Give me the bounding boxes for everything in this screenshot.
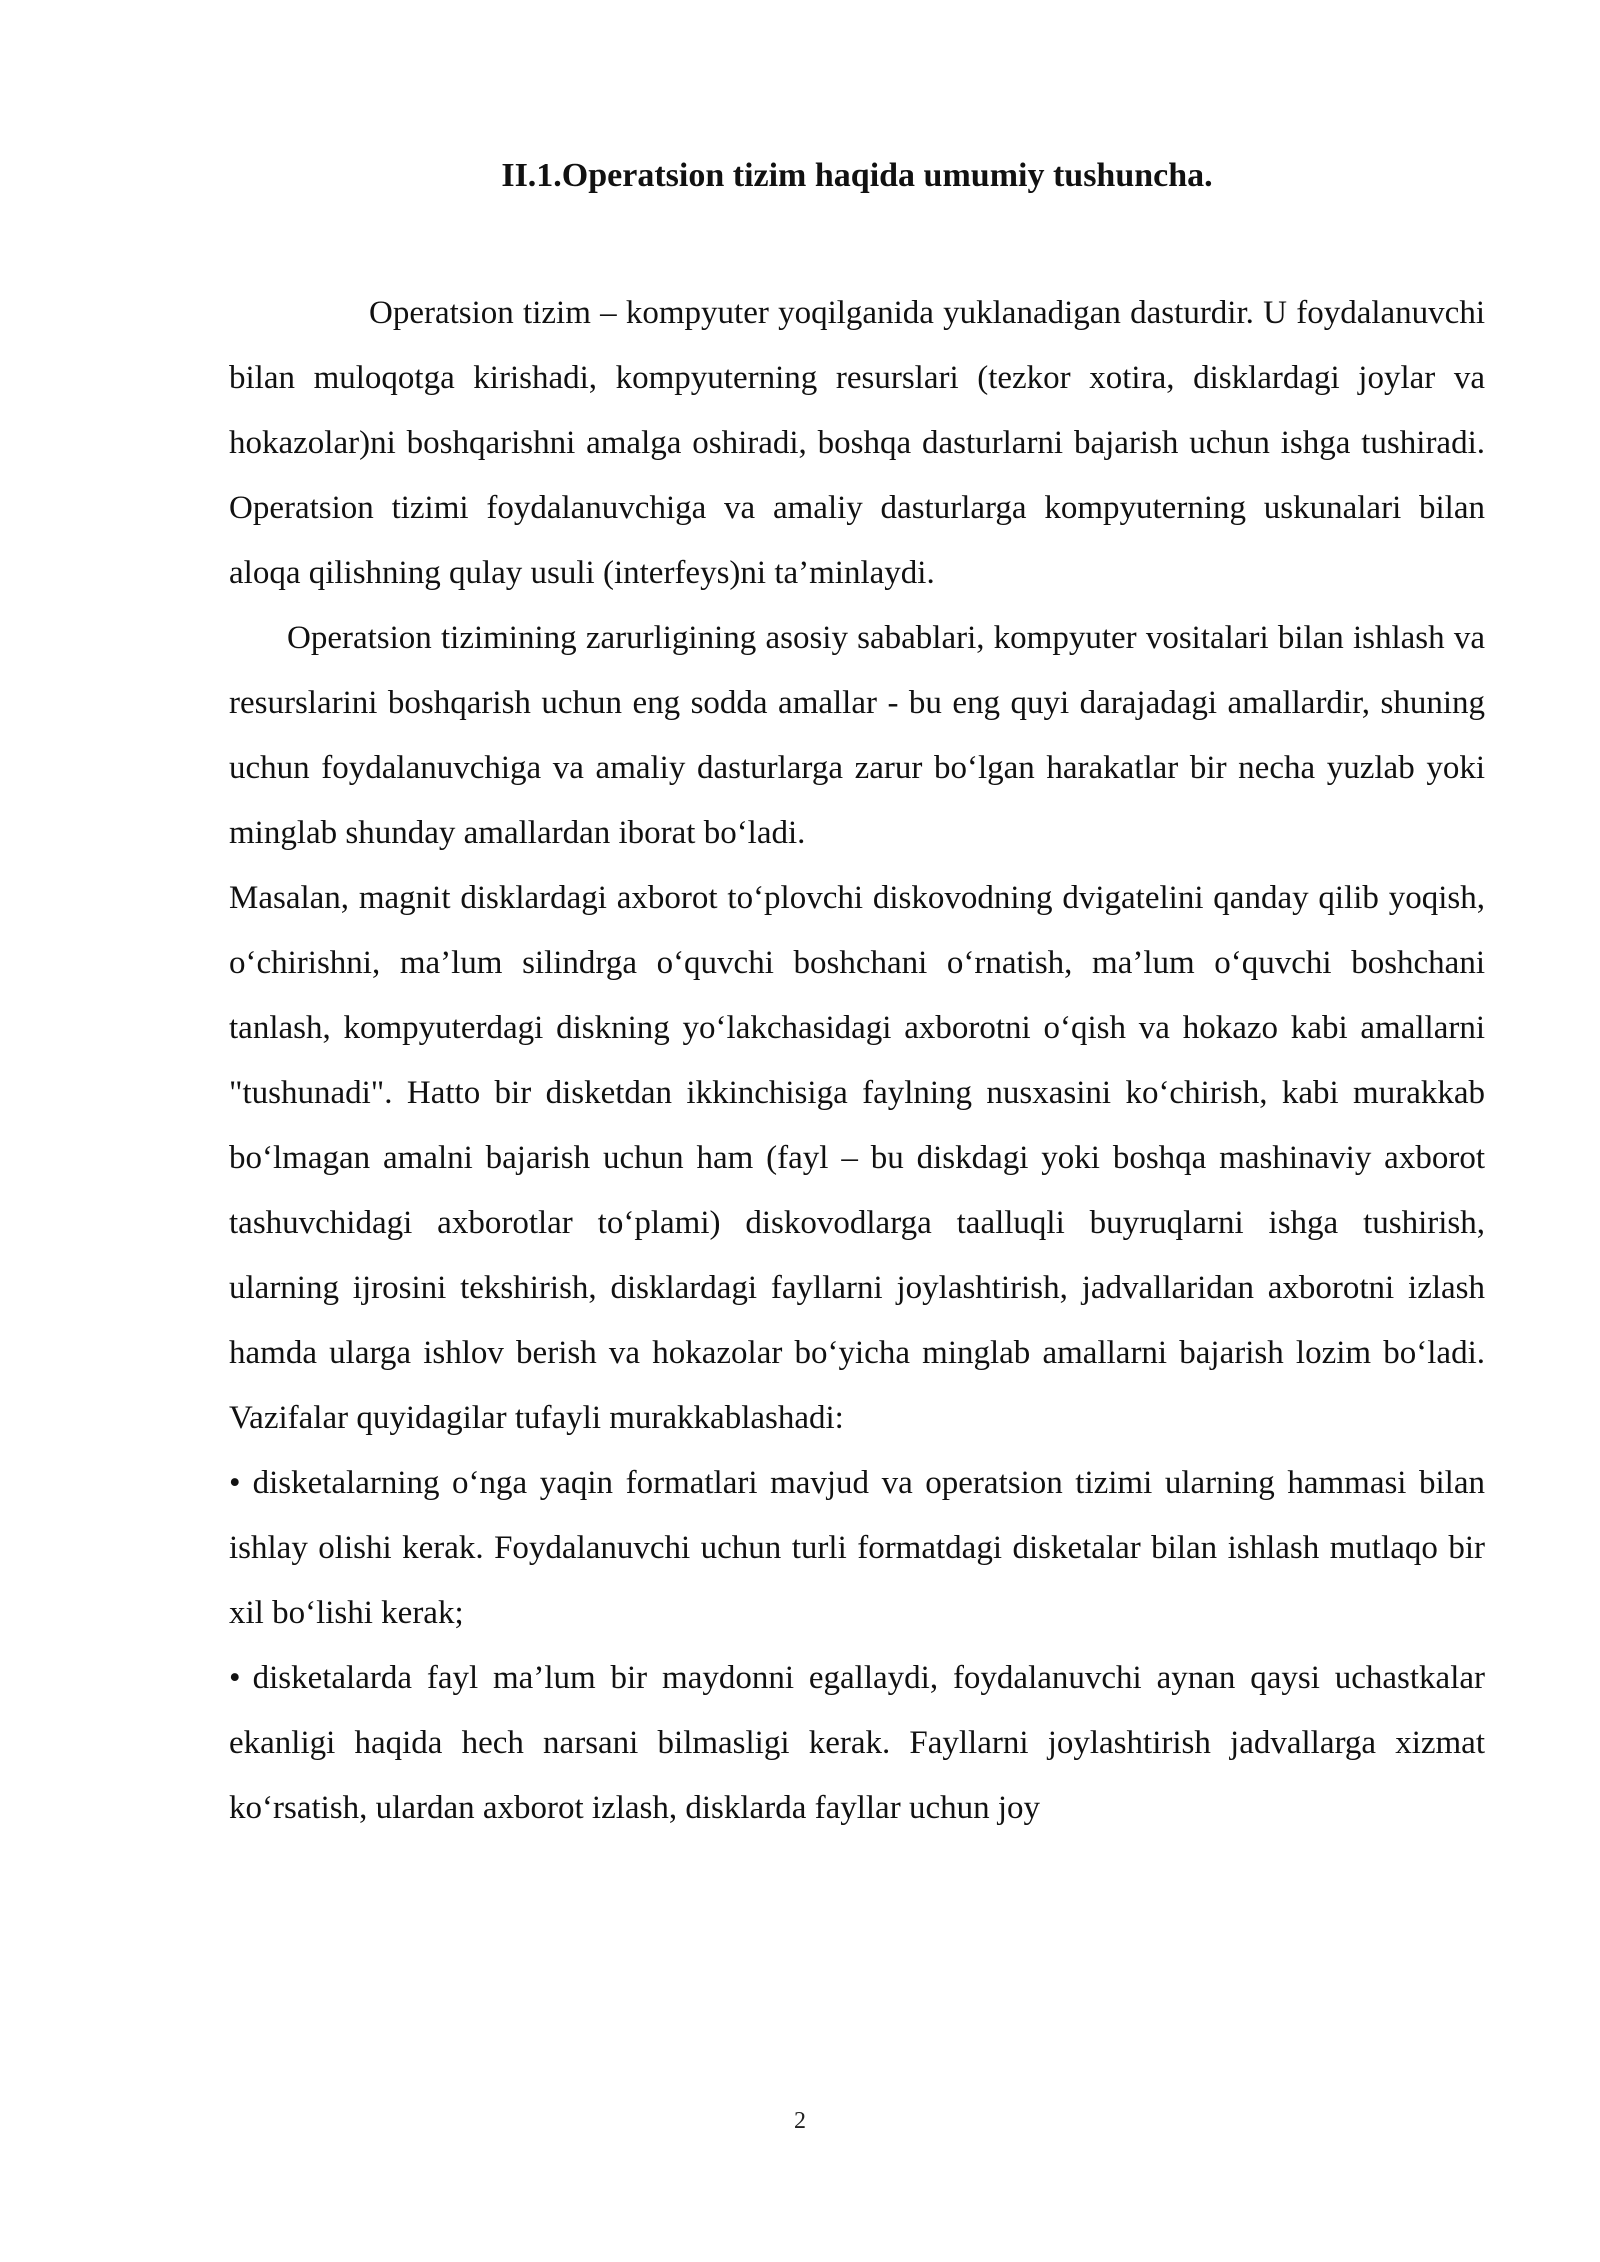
page-content bbox=[229, 150, 1485, 1841]
bullet-icon: • bbox=[229, 1660, 241, 1696]
bullet-text: disketalarning o‘nga yaqin formatlari mavjud va operatsion tizimi ularning hammasi bilan ishlay olishi kerak. Foydalanuvchi uchun turli formatdagi disketalar bilan ishlash mutlaqo bir xil bo‘lishi kerak; bbox=[229, 1465, 1485, 1631]
bullet-text: disketalarda fayl ma’lum bir maydonni egallaydi, foydalanuvchi aynan qaysi uchastkalar ekanligi haqida hech narsani bilmasligi kerak. Fayllarni joylashtirish jadvallarga xizmat ko‘rsatish, ulardan axborot izlash, disklarda fayllar uchun joy bbox=[229, 1660, 1485, 1826]
bullet-item bbox=[229, 1451, 1485, 1646]
paragraph-example: Masalan, magnit disklardagi axborot to‘plovchi diskovodning dvigatelini qanday qilib yoqish, o‘chirishni, ma’lum silindrga o‘quvchi boshchani o‘rnatish, ma’lum o‘quvchi boshchani tanlash, kompyuterdagi diskning yo‘lakchasidagi axborotni o‘qish va hokazo kabi amallarni "tushunadi". Hatto bir disketdan ikkinchisiga faylning nusxasini ko‘chirish, kabi murakkab bo‘lmagan amalni bajarish uchun ham (fayl – bu diskdagi yoki boshqa mashinaviy axborot tashuvchidagi axborotlar to‘plami) diskovodlarga taalluqli buyruqlarni ishga tushirish, ularning ijrosini tekshirish, disklardagi fayllarni joylashtirish, jadvallaridan axborotni izlash hamda ularga ishlov berish va hokazolar bo‘yicha minglab amallarni bajarish lozim bo‘ladi. Vazifalar quyidagilar tufayli murakkablashadi: bbox=[229, 880, 1485, 1436]
section-heading: II.1.Operatsion tizim haqida umumiy tushuncha. bbox=[501, 157, 1213, 194]
bullet-item bbox=[229, 1646, 1485, 1841]
page-number: 2 bbox=[794, 2108, 806, 2134]
paragraph-definition: Operatsion tizim – kompyuter yoqilganida yuklanadigan dasturdir. U foydalanuvchi bilan muloqotga kirishadi, kompyuterning resurslari (tezkor xotira, disklardagi joylar va hokazolar)ni boshqarishni amalga oshiradi, boshqa dasturlarni bajarish uchun ishga tushiradi. Operatsion tizimi foydalanuvchiga va amaliy dasturlarga kompyuterning uskunalari bilan aloqa qilishning qulay usuli (interfeys)ni ta’minlaydi. bbox=[229, 295, 1485, 591]
bullet-icon: • bbox=[229, 1465, 241, 1501]
paragraph-reasons: Operatsion tizimining zarurligining asosiy sabablari, kompyuter vositalari bilan ishlash va resurslarini boshqarish uchun eng sodda amallar - bu eng quyi darajadagi amallardir, shuning uchun foydalanuvchiga va amaliy dasturlarga zarur bo‘lgan harakatlar bir necha yuzlab yoki minglab shunday amallardan iborat bo‘ladi. bbox=[229, 620, 1485, 851]
